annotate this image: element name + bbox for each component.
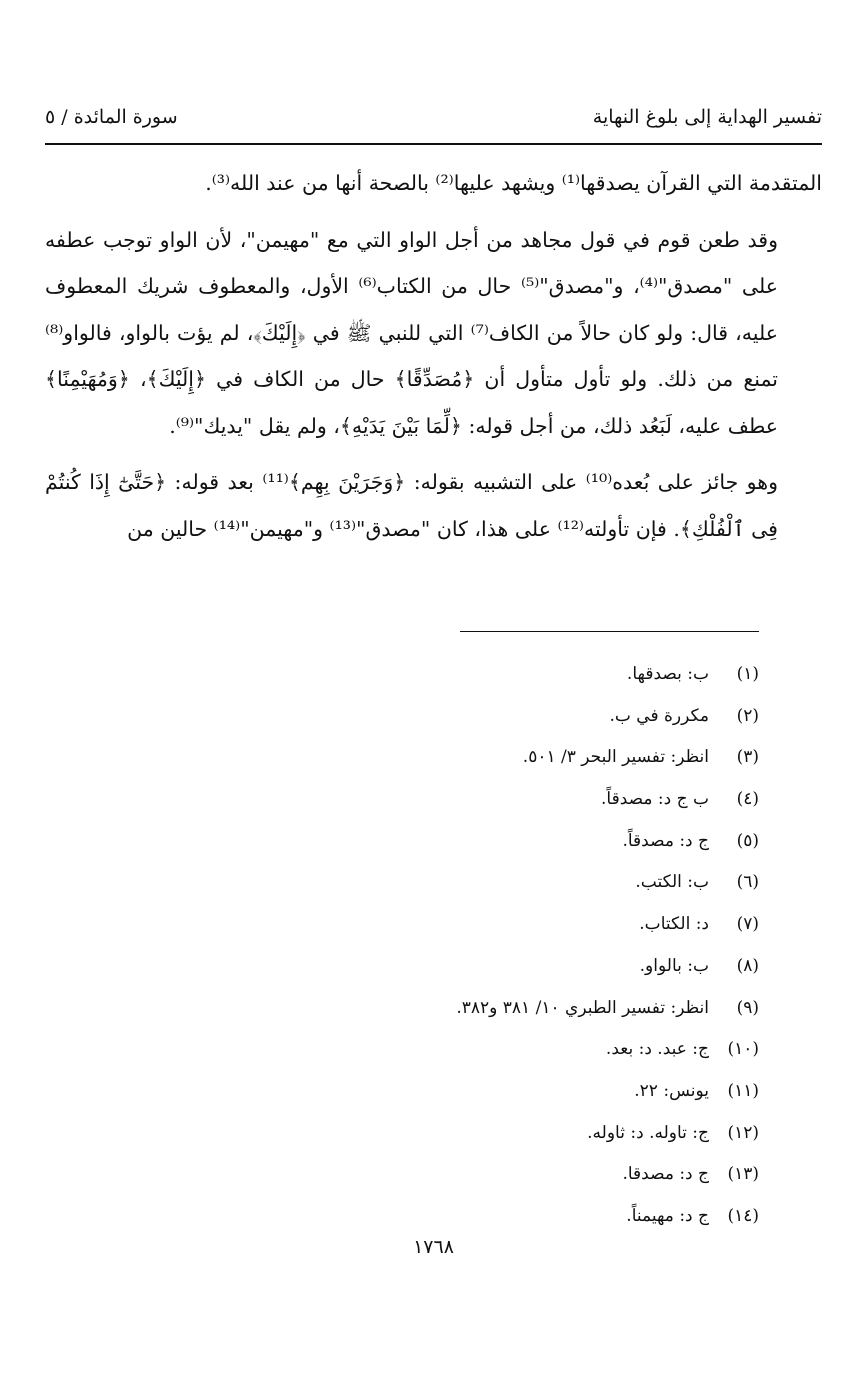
footnote-number: (٧) <box>736 914 759 935</box>
footnote-number: (١٢) <box>727 1122 759 1143</box>
footnote-item <box>456 1075 759 1117</box>
footnote-item <box>456 825 759 867</box>
footnote-text: ج د: مهيمناً. <box>626 1205 709 1226</box>
footnote-text: ج د: مصدقاً. <box>622 830 709 851</box>
footnote-text: مكررة في ب. <box>609 705 709 726</box>
page-number: ١٧٦٨ <box>413 1236 454 1258</box>
footnote-text: انظر: تفسير الطبري ١٠/ ٣٨١ و٣٨٢. <box>456 997 709 1018</box>
footnote-text: ج: عبد. د: بعد. <box>605 1039 709 1060</box>
footnote-text: ب ج د: مصدقاً. <box>601 789 709 810</box>
footnote-number: (١٣) <box>727 1164 759 1185</box>
footnote-text: يونس: ٢٢. <box>634 1080 709 1101</box>
surah-label: سورة المائدة / ٥ <box>45 106 178 128</box>
footnote-text: د: الكتاب. <box>639 914 709 935</box>
footnote-text: ب: الكتب. <box>635 872 709 893</box>
footnote-item <box>456 1117 759 1159</box>
footnote-text: ب: بصدقها. <box>626 664 709 684</box>
footnote-number: (١١) <box>727 1080 759 1101</box>
footnote-number: (٣) <box>736 747 759 768</box>
footnote-number: (١٠) <box>727 1039 759 1060</box>
footnote-number: (٨) <box>736 955 759 976</box>
paragraph-1: المتقدمة التي القرآن يصدقها⁽¹⁾ ويشهد عليها⁽²⁾ بالصحة أنها من عند الله⁽³⁾. <box>205 171 822 195</box>
footnotes-list <box>456 658 759 1242</box>
footnote-divider <box>460 631 759 632</box>
header-divider <box>45 143 822 145</box>
footnote-number: (٦) <box>736 872 759 893</box>
footnote-text: ج د: مصدقا. <box>622 1164 709 1185</box>
paragraph-2: وقد طعن قوم في قول مجاهد من أجل الواو التي مع "مهيمن"، لأن الواو توجب عطفه على "مصدق"⁽⁴⁾، و"مصدق"⁽⁵⁾ حال من الكتاب⁽⁶⁾ الأول، والمعطوف شريك المعطوف عليه، قال: ولو كان حالاً من الكاف⁽⁷⁾ التي للنبي ﷺ في ﴿إِلَيْكَ﴾، لم يؤت بالواو، فالواو⁽⁸⁾ تمنع من ذلك. ولو تأول متأول أن ﴿مُصَدِّقًا﴾ حال من الكاف في ﴿إِلَيْكَ﴾، ﴿وَمُهَيْمِنًا﴾ عطف عليه، لَبَعُد ذلك، من أجل قوله: ﴿لِّمَا بَيْنَ يَدَيْهِ﴾، ولم يقل "يديك"⁽⁹⁾. <box>45 227 778 438</box>
footnote-item <box>456 658 759 700</box>
footnote-item <box>456 1033 759 1075</box>
footnote-item <box>456 1158 759 1200</box>
footnote-number: (٩) <box>736 997 759 1018</box>
footnote-item <box>456 783 759 825</box>
book-title: تفسير الهداية إلى بلوغ النهاية <box>592 106 822 128</box>
footnote-text: ب: بالواو. <box>639 955 709 976</box>
footnote-number: (١٤) <box>727 1205 759 1226</box>
footnote-number: (٤) <box>736 789 759 810</box>
footnote-item <box>456 700 759 742</box>
paragraph-3: وهو جائز على بُعده⁽¹⁰⁾ على التشبيه بقوله: ﴿وَجَرَيْنَ بِهِم﴾⁽¹¹⁾ بعد قوله: ﴿حَتَّىٰٓ إِذَا كُنتُمْ فِى ٱلْفُلْكِ﴾. فإن تأولته⁽¹²⁾ على هذا، كان "مصدق"⁽¹³⁾ و"مهيمن"⁽¹⁴⁾ حالين من <box>45 470 778 541</box>
footnote-item <box>456 866 759 908</box>
footnote-number: (١) <box>736 664 759 684</box>
footnote-text: ج: تاوله. د: ثاوله. <box>587 1122 709 1143</box>
footnote-number: (٢) <box>736 705 759 726</box>
footnote-text: انظر: تفسير البحر ٣/ ٥٠١. <box>522 747 709 768</box>
footnote-item <box>456 950 759 992</box>
footnote-item <box>456 741 759 783</box>
footnote-item <box>456 992 759 1034</box>
running-head <box>45 100 822 134</box>
footnote-item <box>456 908 759 950</box>
main-text <box>45 160 822 552</box>
footnote-number: (٥) <box>736 830 759 851</box>
